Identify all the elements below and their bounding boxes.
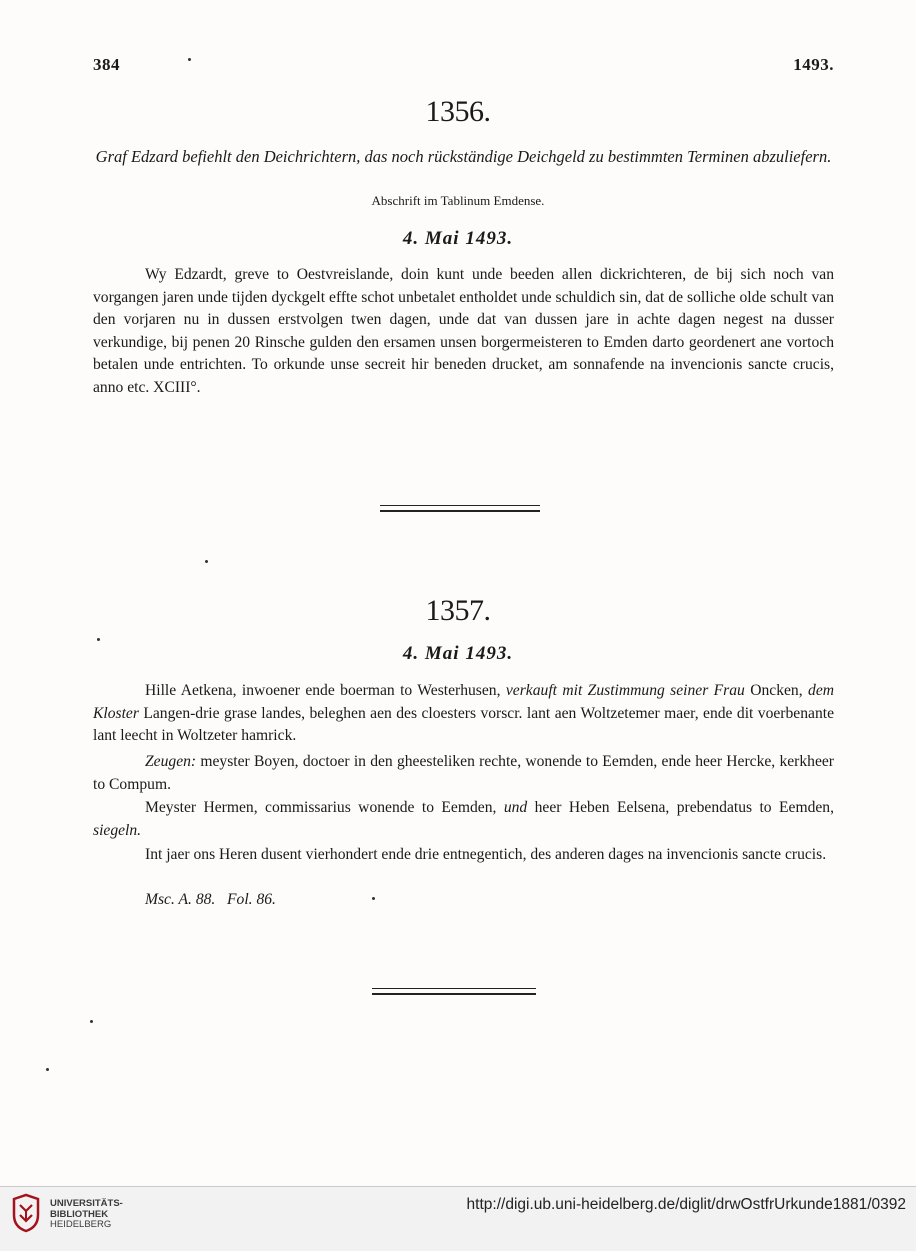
witnesses-text: meyster Boyen, doctoer in den gheesteliken rechte, wonende to Eemden, ende heer Hercke, kerkheer to Compum. (93, 753, 834, 793)
scan-speck (372, 897, 375, 900)
text-segment: Langen-drie grase landes, beleghen aen des cloesters vorscr. lant aen Woltzetemer maer, ende dit voerbenante lant leecht in Woltzeter hamrick. (93, 704, 834, 744)
charter-text-1356: Wy Edzardt, greve to Oestvreislande, doin kunt unde beeden allen dickrichteren, de bij sich noch van vorgangen jaren unde tijden dyckgelt effte schot unbetalet entholdet unde schuldich sin, dat de solliche olde schult van den vorjaren nu in dussen erstvolgen twen dagen, unde dat van dussen jare in achte dagen negest na dusser verkundige, bij penen 20 Rinsche gulden den ersamen unsen borgermeisteren to Emden darto geordenert ane vortoch betalen unde entrichten. To orkunde unse secreit hir beneden drucket, am sonnafende na invencionis sancte crucis, anno etc. XCIII°. (93, 266, 834, 396)
manuscript-reference: Msc. A. 88. Fol. 86. (145, 891, 276, 908)
regest-paragraph-1357 (93, 680, 834, 748)
scan-speck (97, 638, 100, 641)
italic-segment: dem Kloster (93, 682, 835, 722)
running-year: 1493. (793, 55, 834, 74)
date-1356: 4. Mai 1493. (402, 228, 514, 249)
sealers-paragraph (93, 797, 834, 842)
section-divider (372, 988, 536, 995)
text-segment: heer Heben Eelsena, prebendatus to Eemden, (534, 799, 834, 816)
page-number: 384 (93, 55, 120, 74)
italic-segment: und (503, 799, 528, 816)
scan-speck (90, 1020, 93, 1023)
scan-speck (188, 58, 191, 61)
italic-segment: verkauft mit Zustimmung seiner Frau (505, 682, 745, 699)
library-logo[interactable] (50, 1199, 123, 1231)
dating-paragraph: Int jaer ons Heren dusent vierhondert ende drie entnegentich, des anderen dages na invencionis sancte crucis. (145, 846, 827, 863)
section-divider (380, 505, 540, 512)
italic-segment: siegeln. (93, 821, 142, 839)
logo-line: BIBLIOTHEK (50, 1208, 109, 1220)
text-segment: Meyster Hermen, commissarius wonende to Eemden, (145, 799, 497, 816)
witnesses-paragraph (93, 751, 834, 796)
scan-speck (205, 560, 208, 563)
regest-1356: Graf Edzard befiehlt den Deichrichtern, das noch rückständige Deichgeld zu bestimmten Terminen abzuliefern. (95, 147, 832, 166)
permalink-url[interactable]: http://digi.ub.uni-heidelberg.de/diglit/drwOstfrUrkunde1881/0392 (466, 1196, 906, 1213)
italic-segment: Oncken, (750, 682, 803, 699)
document-number-1357: 1357. (425, 594, 491, 627)
witnesses-label: Zeugen: (145, 753, 197, 770)
text-segment: Hille Aetkena, inwoener ende boerman to Westerhusen, (145, 682, 501, 699)
logo-line: HEIDELBERG (50, 1219, 112, 1230)
scan-speck (46, 1068, 49, 1071)
document-number-1356: 1356. (425, 95, 491, 128)
source-note-1356: Abschrift im Tablinum Emdense. (371, 193, 545, 208)
university-seal-icon (10, 1193, 42, 1233)
date-1357: 4. Mai 1493. (402, 643, 514, 664)
logo-line: UNIVERSITÄTS- (50, 1198, 123, 1209)
